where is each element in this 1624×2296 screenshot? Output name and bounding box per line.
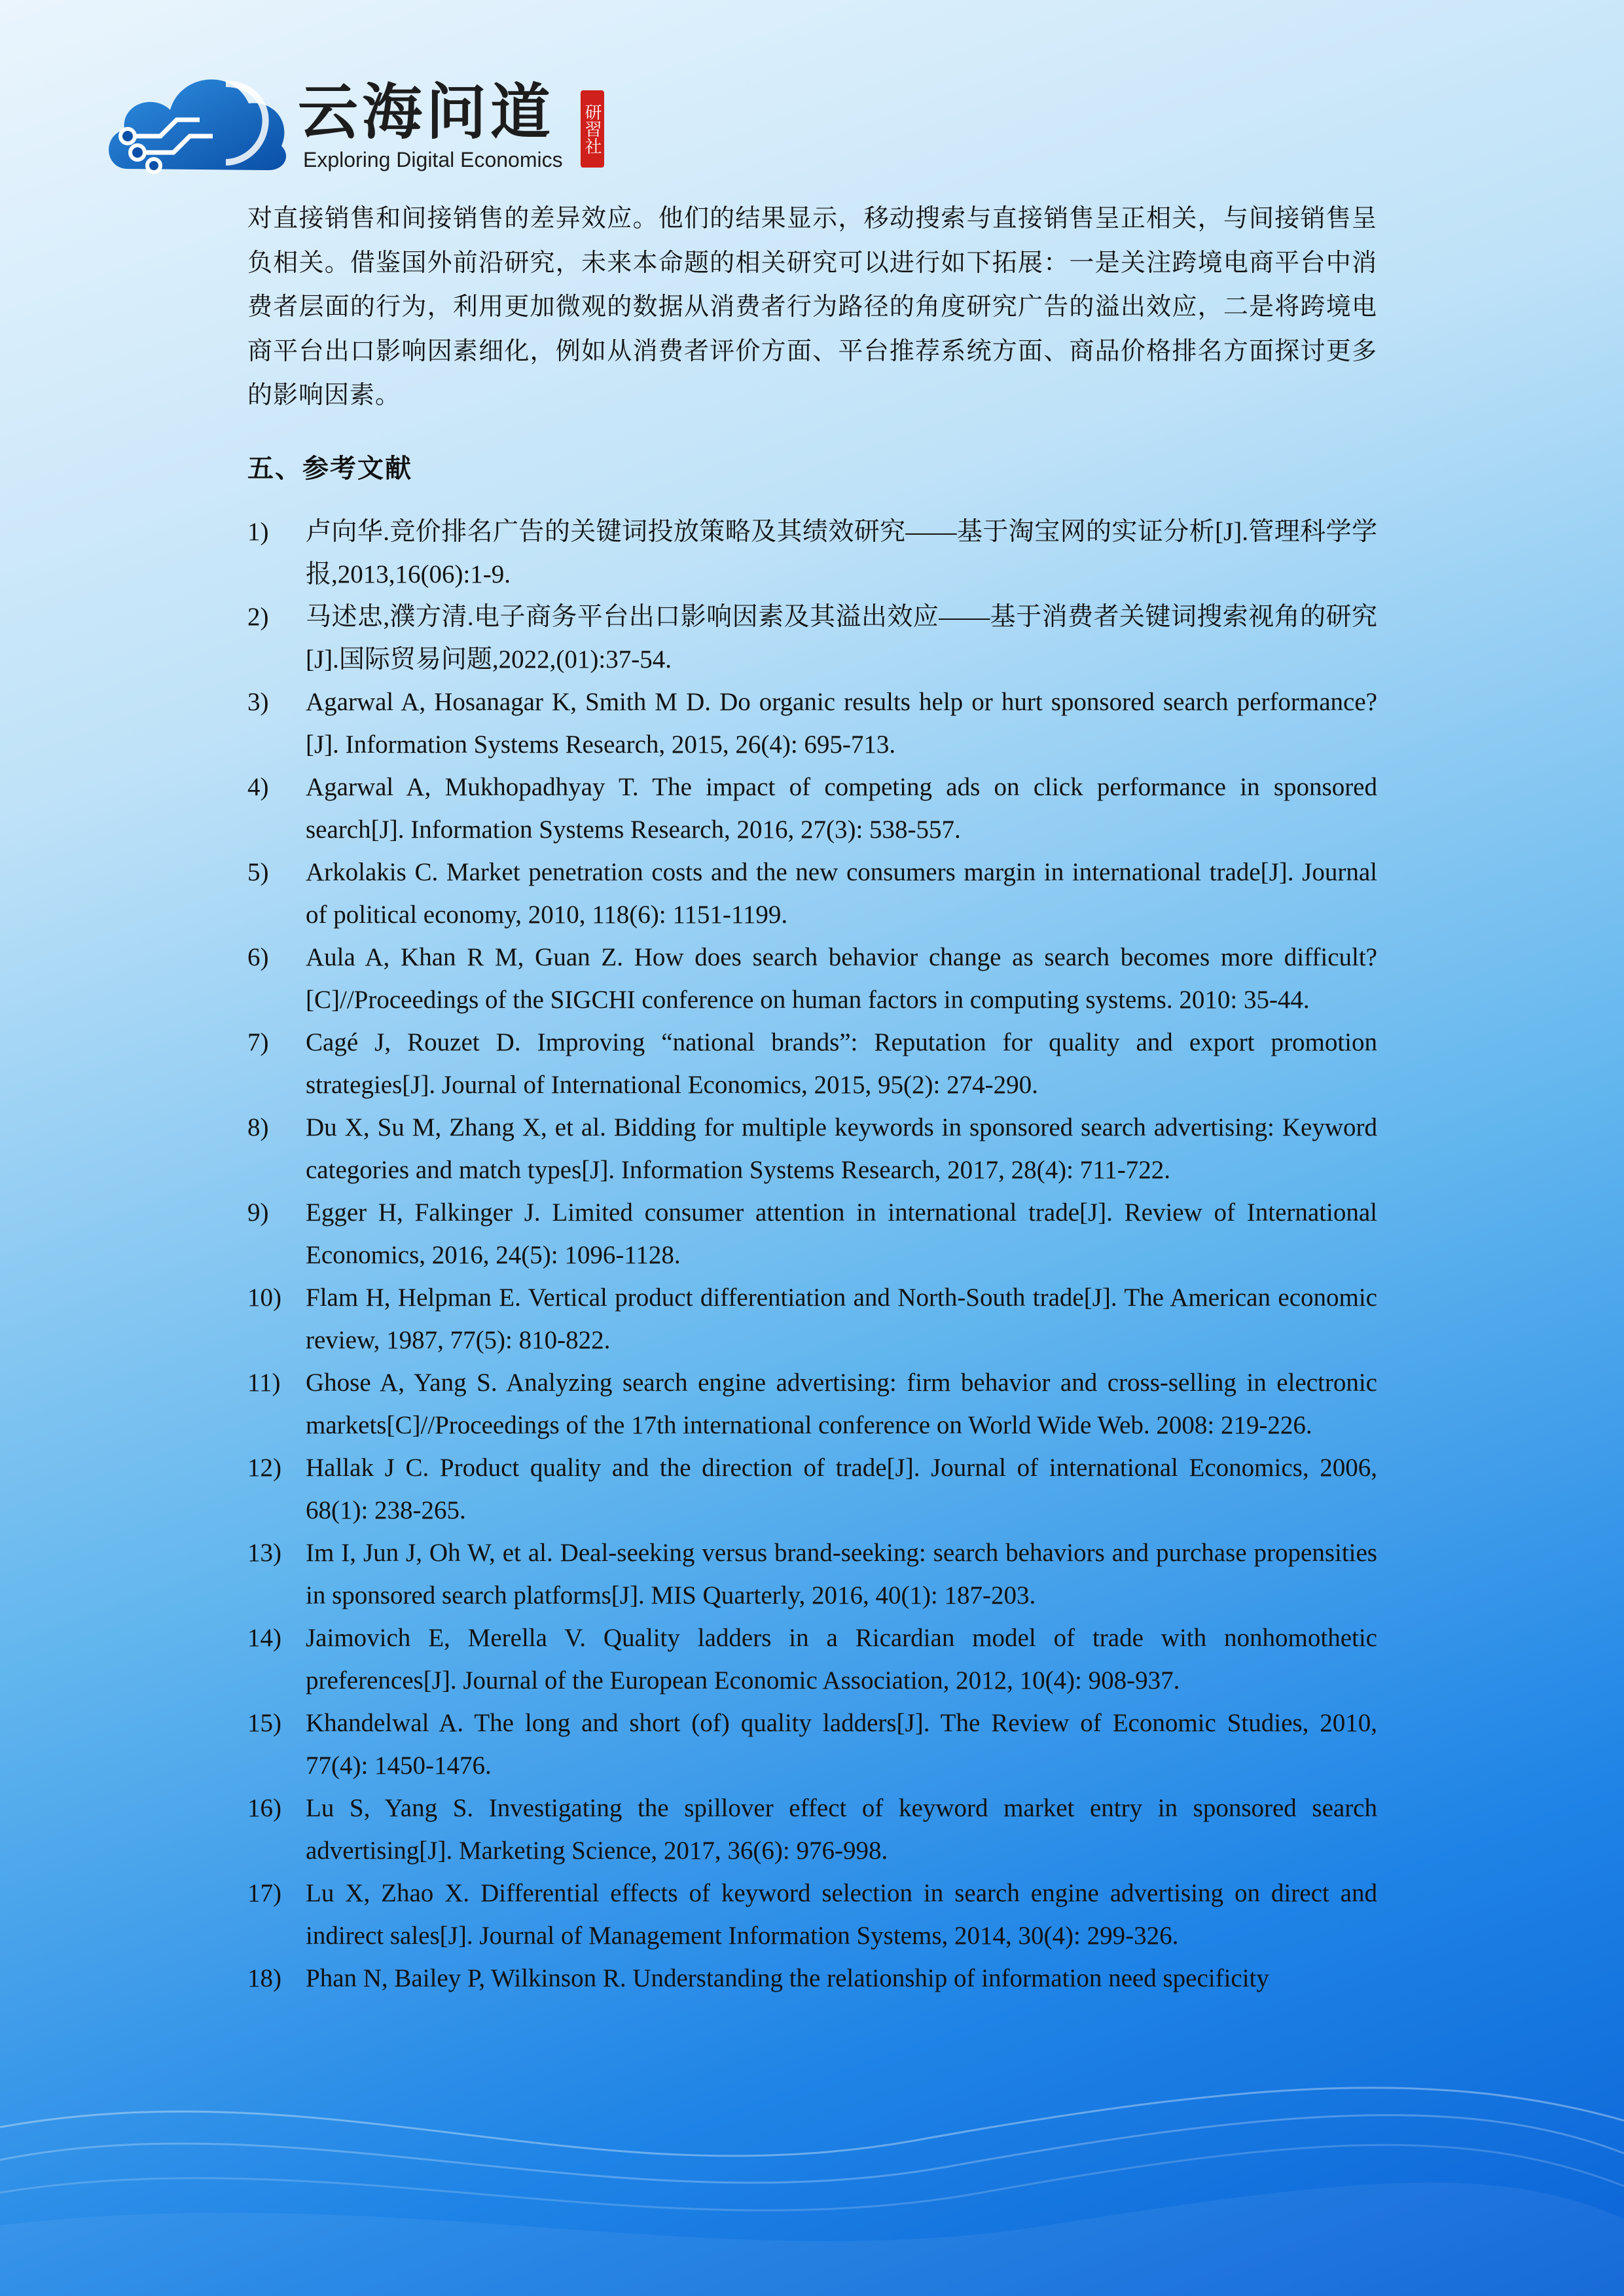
reference-text: 卢向华.竞价排名广告的关键词投放策略及其绩效研究——基于淘宝网的实证分析[J].管理科学学报,2013,16(06):1-9.	[306, 518, 1377, 588]
reference-number: 5)	[247, 858, 269, 886]
reference-number: 13)	[247, 1539, 281, 1567]
brand-title: 云海问道	[298, 77, 555, 147]
reference-item	[247, 766, 1377, 851]
reference-number: 8)	[247, 1113, 269, 1141]
reference-text: Aula A, Khan R M, Guan Z. How does search behavior change as search becomes more difficult?[C]//Proceedings of the SIGCHI conference on human factors in computing systems. 2010: 35-44.	[306, 943, 1377, 1014]
reference-text: Khandelwal A. The long and short (of) quality ladders[J]. The Review of Economic Studies, 2010, 77(4): 1450-1476.	[306, 1709, 1377, 1780]
reference-number: 1)	[247, 518, 269, 546]
reference-number: 9)	[247, 1198, 269, 1227]
reference-item	[247, 1787, 1377, 1872]
reference-text: Flam H, Helpman E. Vertical product differentiation and North-South trade[J]. The American economic review, 1987, 77(5): 810-822.	[306, 1283, 1377, 1354]
reference-text: Arkolakis C. Market penetration costs and the new consumers margin in international trade[J]. Journal of political economy, 2010, 118(6): 1151-1199.	[306, 858, 1377, 929]
reference-number: 17)	[247, 1879, 281, 1907]
reference-item	[247, 936, 1377, 1021]
reference-text: Im I, Jun J, Oh W, et al. Deal-seeking versus brand-seeking: search behaviors and purchase propensities in sponsored search platforms[J]. MIS Quarterly, 2016, 40(1): 187-203.	[306, 1539, 1377, 1609]
reference-number: 3)	[247, 688, 269, 716]
reference-text: Lu X, Zhao X. Differential effects of keyword selection in search engine advertising on direct and indirect sales[J]. Journal of Management Information Systems, 2014, 30(4): 299-326.	[306, 1879, 1377, 1950]
reference-text: Lu S, Yang S. Investigating the spillover effect of keyword market entry in sponsored search advertising[J]. Marketing Science, 2017, 36(6): 976-998.	[306, 1794, 1377, 1865]
reference-item	[247, 851, 1377, 936]
reference-number: 11)	[247, 1369, 281, 1397]
reference-item	[247, 1191, 1377, 1276]
reference-item	[247, 1106, 1377, 1191]
reference-item	[247, 511, 1377, 596]
reference-number: 15)	[247, 1709, 281, 1737]
reference-text: 马述忠,濮方清.电子商务平台出口影响因素及其溢出效应——基于消费者关键词搜索视角的研究[J].国际贸易问题,2022,(01):37-54.	[306, 603, 1377, 673]
reference-item	[247, 1446, 1377, 1532]
reference-number: 4)	[247, 773, 269, 801]
reference-number: 16)	[247, 1794, 281, 1822]
reference-item	[247, 681, 1377, 766]
reference-text: Egger H, Falkinger J. Limited consumer attention in international trade[J]. Review of International Economics, 2016, 24(5): 1096-1128.	[306, 1198, 1377, 1269]
reference-number: 14)	[247, 1624, 281, 1652]
reference-item	[247, 1276, 1377, 1361]
reference-text: Hallak J C. Product quality and the direction of trade[J]. Journal of international Economics, 2006, 68(1): 238-265.	[306, 1454, 1377, 1524]
intro-paragraph: 对直接销售和间接销售的差异效应。他们的结果显示，移动搜索与直接销售呈正相关，与间接销售呈负相关。借鉴国外前沿研究，未来本命题的相关研究可以进行如下拓展：一是关注跨境电商平台中消费者层面的行为，利用更加微观的数据从消费者行为路径的角度研究广告的溢出效应，二是将跨境电商平台出口影响因素细化，例如从消费者评价方面、平台推荐系统方面、商品价格排名方面探讨更多的影响因素。	[247, 204, 1377, 409]
reference-text: Du X, Su M, Zhang X, et al. Bidding for multiple keywords in sponsored search advertising: Keyword categories and match types[J]. Information Systems Research, 2017, 28(4): 711-722.	[306, 1113, 1377, 1184]
reference-item	[247, 1532, 1377, 1617]
reference-number: 12)	[247, 1454, 281, 1482]
reference-number: 7)	[247, 1028, 269, 1056]
reference-number: 2)	[247, 603, 269, 631]
reference-item	[247, 1021, 1377, 1106]
reference-item	[247, 1617, 1377, 1702]
body-content	[247, 196, 1377, 418]
reference-item	[247, 1702, 1377, 1787]
reference-text: Cagé J, Rouzet D. Improving “national brands”: Reputation for quality and export promotion strategies[J]. Journal of International Economics, 2015, 95(2): 274-290.	[306, 1028, 1377, 1099]
seal-stamp: 研習社	[581, 90, 604, 168]
reference-text: Agarwal A, Mukhopadhyay T. The impact of competing ads on click performance in sponsored search[J]. Information Systems Research, 2016, 27(3): 538-557.	[306, 773, 1377, 844]
brand-subtitle: Exploring Digital Economics	[303, 148, 563, 171]
reference-number: 10)	[247, 1283, 281, 1312]
section-title: 五、参考文献	[247, 454, 412, 484]
brand-logo	[101, 58, 612, 179]
reference-text: Ghose A, Yang S. Analyzing search engine advertising: firm behavior and cross-selling in electronic markets[C]//Proceedings of the 17th international conference on World Wide Web. 2008: 219-226.	[306, 1369, 1377, 1439]
reference-number: 18)	[247, 1964, 281, 1992]
reference-number: 6)	[247, 943, 269, 971]
reference-item	[247, 1361, 1377, 1446]
reference-item	[247, 1872, 1377, 1957]
cloud-circuit-icon	[101, 58, 298, 179]
wave-decoration	[0, 2029, 1624, 2296]
reference-list	[247, 511, 1377, 2000]
reference-text: Agarwal A, Hosanagar K, Smith M D. Do organic results help or hurt sponsored search performance?[J]. Information Systems Research, 2015, 26(4): 695-713.	[306, 688, 1377, 759]
reference-text: Jaimovich E, Merella V. Quality ladders in a Ricardian model of trade with nonhomothetic preferences[J]. Journal of the European Economic Association, 2012, 10(4): 908-937.	[306, 1624, 1377, 1695]
reference-item	[247, 1957, 1377, 2000]
reference-text: Phan N, Bailey P, Wilkinson R. Understanding the relationship of information need specificity	[306, 1964, 1269, 1992]
reference-item	[247, 596, 1377, 681]
